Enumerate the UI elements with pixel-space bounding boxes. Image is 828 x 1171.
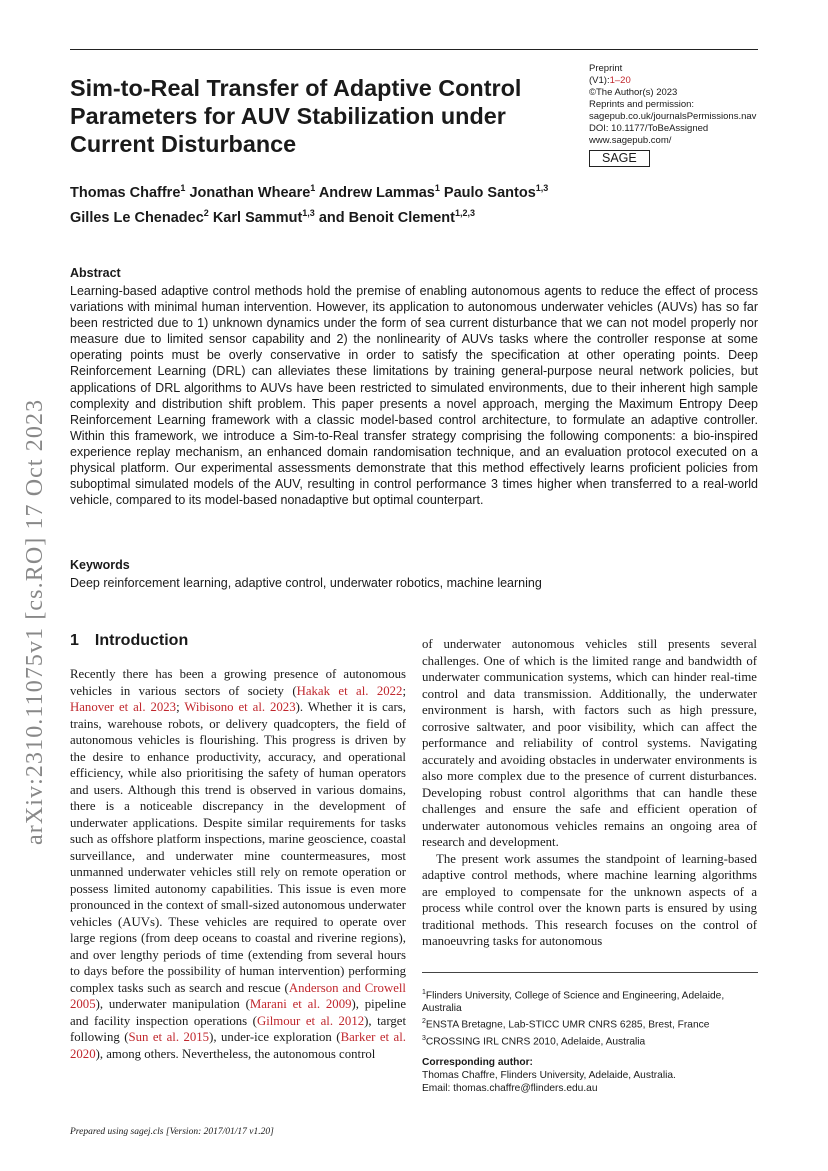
author-affiliation: 1,3	[302, 207, 315, 218]
author-name: Thomas Chaffre	[70, 184, 181, 201]
preprint-version-prefix: (V1):	[589, 75, 610, 86]
keywords-section	[70, 558, 758, 591]
section-number: 1	[70, 632, 79, 649]
footnote-text: CROSSING IRL CNRS 2010, Adelaide, Australia	[425, 1036, 646, 1048]
intro-paragraph: of underwater autonomous vehicles still presents several challenges. One of which is the limited range and bandwidth of underwater communication systems, which can hinder real-time control and data transmission. Additionally, the underwater environment is harsh, with factors such as high pressure, corrosive saltwater, and poor visibility, which can affect the performance and reliability of control systems. Navigating accurately and avoiding obstacles in underwater environments is also more complex due to the presence of current disturbances. Developing robust control algorithms that can handle these challenges and ensure the safe and efficient operation of underwater autonomous vehicles remains an ongoing area of research and development.	[422, 637, 757, 849]
corresponding-email: Email: thomas.chaffre@flinders.edu.au	[422, 1083, 598, 1095]
author-name: Karl Sammut	[212, 209, 303, 226]
reprints-line: Reprints and permission:	[589, 99, 695, 110]
author-name: Andrew Lammas	[318, 184, 435, 201]
author-list	[70, 178, 670, 228]
author-affiliation: 1,2,3	[454, 207, 476, 218]
preprint-pages-link[interactable]: 1–20	[609, 75, 631, 86]
intro-paragraph	[70, 666, 406, 1062]
author-name: Gilles Le Chenadec	[70, 209, 204, 226]
affiliation-footnote	[422, 1032, 758, 1048]
author-name: and Benoit Clement	[318, 209, 455, 226]
author-line-2	[70, 203, 670, 228]
corresponding-name: Thomas Chaffre, Flinders University, Adelaide, Australia.	[422, 1070, 676, 1082]
footnote-mark: 3	[422, 1034, 426, 1042]
citation-link[interactable]: Hakak et al. 2022	[296, 683, 403, 698]
intro-right-column	[422, 636, 757, 950]
body-text: ), among others. Nevertheless, the autonomous control	[95, 1046, 376, 1061]
citation-link[interactable]: Wibisono et al. 2023	[184, 700, 296, 714]
intro-left-column	[70, 666, 406, 1062]
keywords-heading: Keywords	[70, 558, 130, 572]
body-text: Recently there has been a growing presence of autonomous vehicles in various sectors of society (	[70, 667, 406, 698]
author-affiliation: 2	[203, 207, 209, 218]
copyright-line: ©The Author(s) 2023	[589, 87, 678, 98]
preprint-info	[589, 63, 769, 167]
author-affiliation: 1	[180, 183, 186, 193]
abstract-heading: Abstract	[70, 266, 121, 280]
citation-link[interactable]: Marani et al. 2009	[249, 997, 352, 1011]
prepared-using-footer: Prepared using sagej.cls [Version: 2017/01/17 v1.20]	[70, 1127, 274, 1137]
intro-paragraph: The present work assumes the standpoint of learning-based adaptive control methods, where machine learning algorithms are employed to compensate for the unknown aspects of a process while control over the known parts is ensured by using traditional methods. This research focuses on the control of manoeuvring tasks for autonomous	[422, 851, 757, 948]
paper-title: Sim-to-Real Transfer of Adaptive Control Parameters for AUV Stabilization under Current Disturbance	[70, 75, 522, 157]
affiliation-footnote	[422, 1015, 758, 1031]
footnote-mark: 1	[422, 989, 426, 996]
corresponding-author	[422, 1056, 758, 1095]
author-name: Paulo Santos	[443, 184, 536, 201]
preprint-label: Preprint	[589, 63, 623, 74]
citation-link[interactable]: Anderson and Crowell 2005	[70, 980, 406, 1011]
top-rule	[70, 49, 758, 50]
body-text: ;	[176, 700, 185, 714]
section-heading	[70, 632, 188, 650]
footnote-rule	[422, 972, 758, 973]
citation-link[interactable]: Hanover et al. 2023	[70, 700, 177, 714]
author-line-1	[70, 178, 670, 203]
sage-logo: SAGE	[589, 150, 650, 167]
author-affiliation: 1,3	[535, 183, 549, 193]
citation-link[interactable]: Sun et al. 2015	[128, 1030, 210, 1044]
abstract-text: Learning-based adaptive control methods hold the premise of enabling autonomous agents to reduce the effect of process variations with minimal human intervention. However, its application to autonomous underwater vehicles (AUVs) has so far been restricted due to 1) unknown dynamics under the form of sea current disturbance that we can not model properly nor measure due to limited sensor capability and 2) the nonlinearity of AUVs tasks where the controller response at some operating points must be overly conservative in order to satisfy the specification at other operating points. Deep Reinforcement Learning (DRL) can alleviates these limitations by training general-purpose neural network policies, but applications of DRL algorithms to AUVs have been restricted to simulated environments, due to their inherent high sample complexity and distribution shift problem. This paper presents a novel approach, merging the Maximum Entropy Deep Reinforcement Learning framework with a classic model-based control architecture, to formulate an adaptive controller. Within this framework, we introduce a Sim-to-Real transfer strategy comprising the following components: a bio-inspired experience replay mechanism, an enhanced domain randomisation technique, and an evaluation protocol executed on a physical platform. Our experimental assessments demonstrate that this method effectively learns proficient policies from suboptimal simulated models of the AUV, resulting in control performance 3 times higher when transferred to a real-world vehicle, compared to its model-based nonadaptive but optimal counterpart.	[70, 284, 758, 508]
body-text: ), underwater manipulation (	[95, 997, 250, 1011]
body-text: ), target following (	[70, 1013, 406, 1044]
body-text: ). Whether it is cars, trains, warehouse robots, or delivery quadcopters, the field of autonomous vehicles is flourishing. This progress is driven by the desire to enhance productivity, accuracy, and operational efficiency, while also prioritising the safety of human operators and users. Although this trend is observed in various domains, there is a noticeable discrepancy in the development of underwater applications. Despite similar requirements for tasks such as offshore platform inspections, marine geoscience, coastal surveillance, and underwater mine countermeasures, most unmanned underwater vehicles still rely on remote operation or possess limited autonomy capabilities. This issue is even more pronounced in the context of small-sized autonomous underwater vehicles (AUVs). These vehicles are required to operate over large regions (from deep oceans to coastal and riverine regions), and over lengthy periods of time (extending from several hours to days before the possibility of human intervention) performing complex tasks such as search and rescue (	[70, 700, 406, 995]
citation-link[interactable]: Barker et al. 2020	[70, 1030, 406, 1061]
abstract-section	[70, 266, 758, 508]
sagepub-url: www.sagepub.com/	[589, 135, 672, 146]
author-affiliation: 1	[310, 183, 316, 193]
arxiv-identifier: arXiv:2310.11075v1 [cs.RO] 17 Oct 2023	[22, 398, 48, 845]
keywords-text: Deep reinforcement learning, adaptive control, underwater robotics, machine learning	[70, 576, 542, 590]
footnote-text: ENSTA Bretagne, Lab-STICC UMR CNRS 6285, Brest, France	[425, 1019, 710, 1031]
citation-link[interactable]: Gilmour et al. 2012	[256, 1013, 365, 1028]
body-text: ;	[402, 683, 407, 698]
footnote-mark: 2	[422, 1018, 426, 1026]
permissions-url: sagepub.co.uk/journalsPermissions.nav	[589, 111, 757, 122]
footnotes	[422, 986, 758, 1095]
affiliation-footnote	[422, 986, 758, 1015]
doi-line: DOI: 10.1177/ToBeAssigned	[589, 123, 709, 134]
body-text: ), pipeline and facility inspection operations (	[70, 997, 406, 1028]
footnote-text: Flinders University, College of Science and Engineering, Adelaide, Australia	[422, 990, 725, 1015]
section-title: Introduction	[94, 632, 189, 649]
preprint-version	[589, 75, 769, 87]
author-name: Jonathan Wheare	[189, 184, 311, 201]
corresponding-label: Corresponding author:	[422, 1057, 533, 1069]
author-affiliation: 1	[434, 183, 440, 193]
body-text: ), under-ice exploration (	[209, 1030, 341, 1044]
